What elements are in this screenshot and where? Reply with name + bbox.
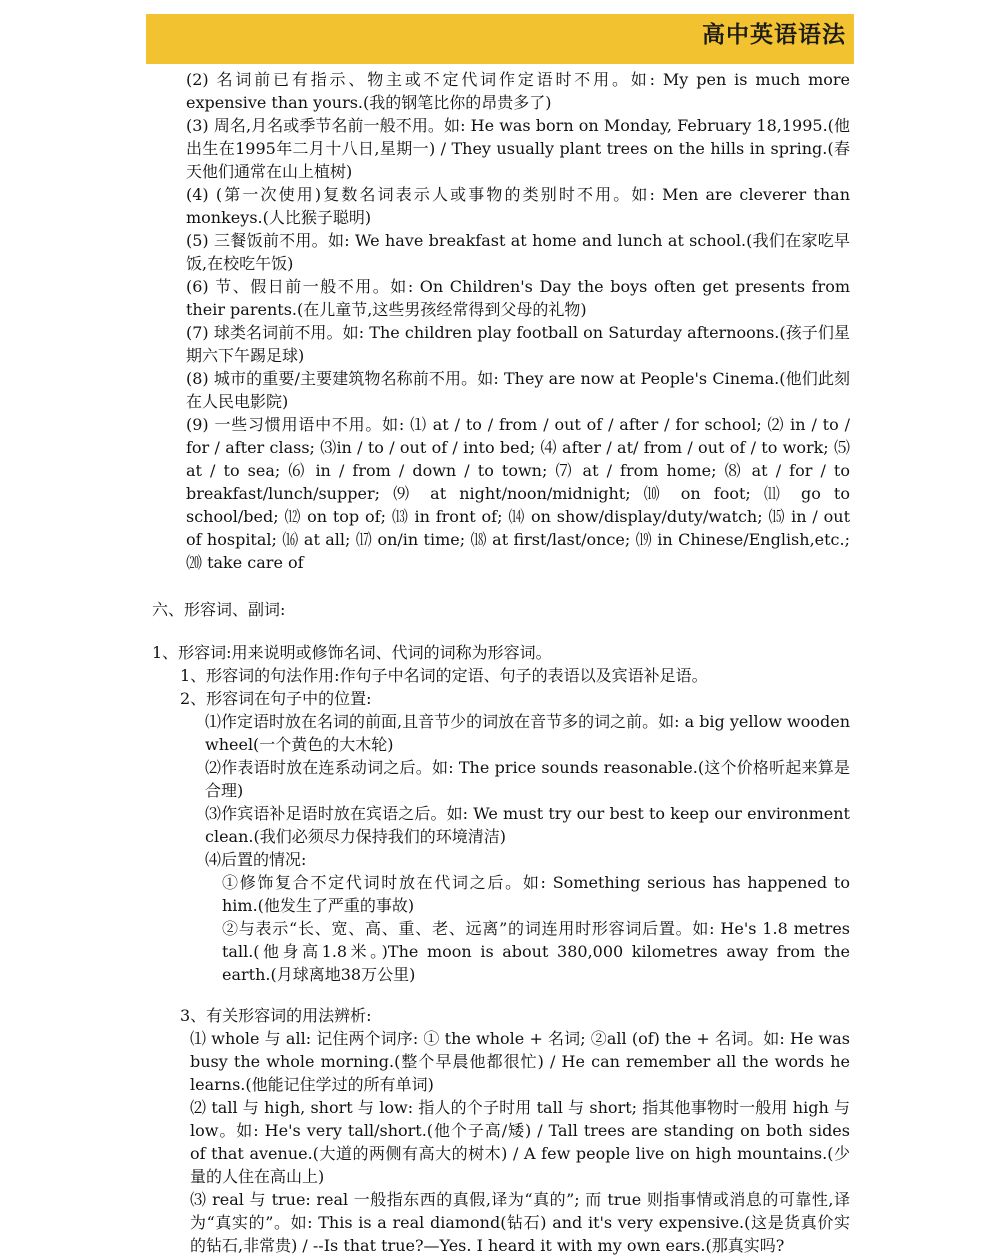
- rule-paragraph: (3) 周名,月名或季节名前一般不用。如: He was born on Monday, February 18,1995.(他出生在1995年二月十八日,星期一) / They usually plant trees on the hills in spring.(春天他们通常在山上植树): [186, 116, 850, 181]
- rule-paragraph: ⑶作宾语补足语时放在宾语之后。如: We must try our best to keep our environment clean.(我们必须尽力保持我们的环境清洁): [205, 804, 850, 846]
- rule-paragraph: ⑷后置的情况:: [205, 850, 307, 869]
- rule-paragraph: (4) (第一次使用)复数名词表示人或事物的类别时不用。如: Men are cleverer than monkeys.(人比猴子聪明): [186, 185, 850, 227]
- header-band: [146, 14, 854, 64]
- rule-paragraph: ⑴ whole 与 all: 记住两个词序: ① the whole + 名词; ②all (of) the + 名词。如: He was busy the whole morning.(整个早晨他都很忙) / He can remember all the words he learns.(他能记住学过的所有单词): [190, 1029, 850, 1094]
- rule-paragraph: ⑵ tall 与 high, short 与 low: 指人的个子时用 tall 与 short; 指其他事物时一般用 high 与 low。如: He's very tall/short.(他个子高/矮) / Tall trees are standing on both sides of that avenue.(大道的两侧有高大的树木) / A few people live on high mountains.(少量的人住在高山上): [190, 1098, 850, 1186]
- rule-paragraph: ⑴作定语时放在名词的前面,且音节少的词放在音节多的词之前。如: a big yellow wooden wheel(一个黄色的大木轮): [205, 712, 851, 754]
- subsection-heading: 3、有关形容词的用法辨析:: [180, 1006, 372, 1025]
- page-title: 高中英语语法: [702, 22, 846, 48]
- rule-paragraph: ②与表示“长、宽、高、重、老、远离”的词连用时形容词后置。如: He's 1.8 metres tall.(他身高1.8米。)The moon is about 380,000 kilometres away from the earth.(月球离地38万公里): [222, 919, 850, 984]
- rule-paragraph: 2、形容词在句子中的位置:: [180, 689, 372, 708]
- rule-paragraph: ⑶ real 与 true: real 一般指东西的真假,译为“真的”; 而 true 则指事情或消息的可靠性,译为“真实的”。如: This is a real diamond(钻石) and it's very expensive.(这是货真价实的钻石,非常贵) / --Is that true?—Yes. I heard it with my own ears.(那真实吗?: [190, 1190, 850, 1255]
- rule-paragraph: (9) 一些习惯用语中不用。如: ⑴ at / to / from / out of / after / for school; ⑵ in / to / for / after class; ⑶in / to / out of / into bed; ⑷ after / at/ from / out of / to work; ⑸ at / to sea; ⑹ in / from / down / to town; ⑺ at / from home; ⑻ at / for / to breakfast/lunch/supper; ⑼ at night/noon/midnight; ⑽ on foot; ⑾ go to school/bed; ⑿ on top of; ⒀ in front of; ⒁ on show/display/duty/watch; ⒂ in / out of hospital; ⒃ at all; ⒄ on/in time; ⒅ at first/last/once; ⒆ in Chinese/English,etc.; ⒇ take care of: [186, 415, 850, 572]
- document-body: [0, 68, 1000, 1257]
- rule-paragraph: (6) 节、假日前一般不用。如: On Children's Day the boys often get presents from their parents.(在儿童节,这些男孩经常得到父母的礼物): [186, 277, 850, 319]
- subsection-heading: 1、形容词:用来说明或修饰名词、代词的词称为形容词。: [152, 643, 552, 662]
- rule-paragraph: (2) 名词前已有指示、物主或不定代词作定语时不用。如: My pen is much more expensive than yours.(我的钢笔比你的昂贵多了): [186, 70, 850, 112]
- rule-paragraph: (7) 球类名词前不用。如: The children play football on Saturday afternoons.(孩子们星期六下午踢足球): [186, 323, 850, 365]
- section-heading: 六、形容词、副词:: [152, 600, 286, 619]
- rule-paragraph: (8) 城市的重要/主要建筑物名称前不用。如: They are now at People's Cinema.(他们此刻在人民电影院): [186, 369, 850, 411]
- rule-paragraph: 1、形容词的句法作用:作句子中名词的定语、句子的表语以及宾语补足语。: [180, 666, 708, 685]
- rule-paragraph: ⑵作表语时放在连系动词之后。如: The price sounds reasonable.(这个价格听起来算是合理): [205, 758, 850, 800]
- rule-paragraph: ①修饰复合不定代词时放在代词之后。如: Something serious has happened to him.(他发生了严重的事故): [222, 873, 850, 915]
- rule-paragraph: (5) 三餐饭前不用。如: We have breakfast at home and lunch at school.(我们在家吃早饭,在校吃午饭): [186, 231, 850, 273]
